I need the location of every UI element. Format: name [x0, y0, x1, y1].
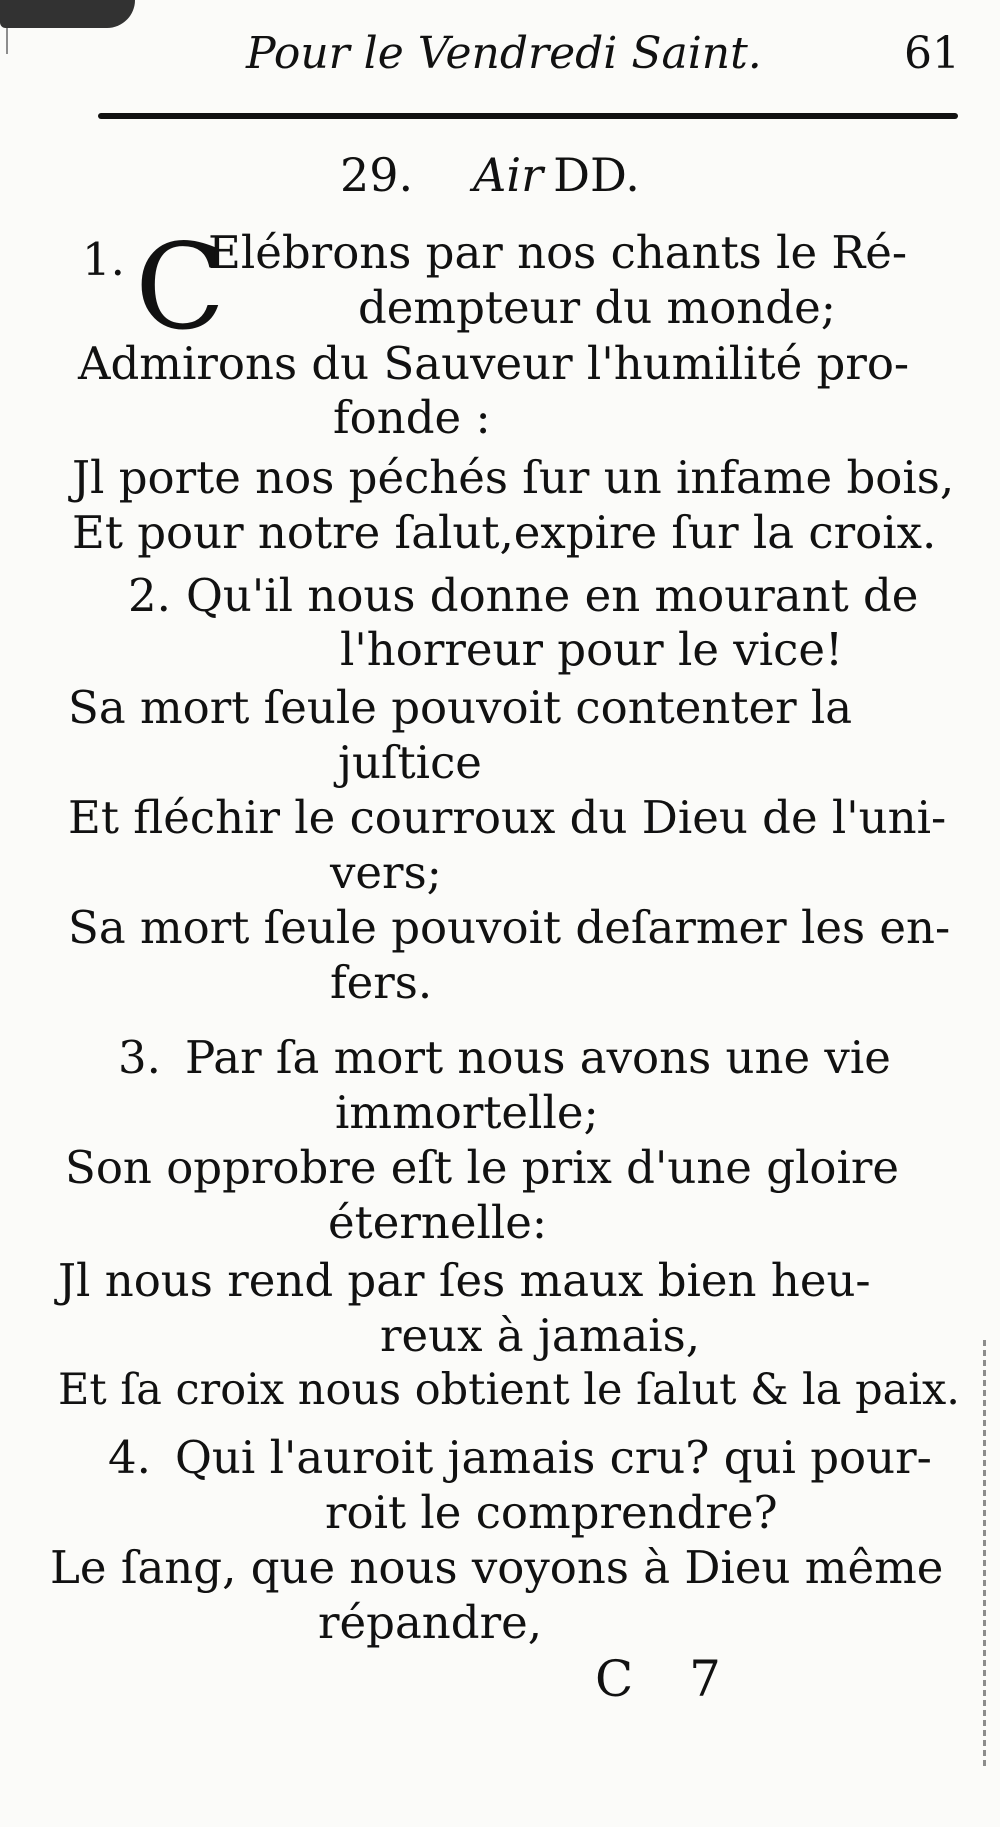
page-edge-shadow [983, 1340, 986, 1770]
air-code: DD. [553, 148, 640, 202]
running-title: Pour le Vendredi Saint. [246, 28, 762, 79]
verse-line: vers; [330, 846, 442, 899]
verse-line: reux à jamais, [380, 1309, 701, 1362]
verse-line: immortelle; [335, 1086, 599, 1139]
verse-line: Elébrons par nos chants le Ré- [208, 226, 908, 279]
verse-line: Qui l'auroit jamais cru? qui pour- [175, 1431, 932, 1484]
verse-line: Et fléchir le courroux du Dieu de l'uni- [68, 791, 947, 844]
verse-line: Admirons du Sauveur l'humilité pro- [78, 337, 910, 390]
verse-line: Le ſang, que nous voyons à Dieu même [50, 1541, 944, 1594]
verse-number: 3. [118, 1031, 161, 1084]
verse-line: fonde : [333, 391, 491, 444]
page-number: 61 [904, 28, 960, 79]
hymn-number: 29. [340, 148, 414, 202]
verse-line: juſtice [338, 736, 482, 789]
verse-number: 2. [128, 569, 171, 622]
verse-line: répandre, [318, 1596, 543, 1649]
verse-line: dempteur du monde; [358, 281, 836, 334]
drop-cap: C [135, 218, 226, 356]
verse-line: Sa mort ſeule pouvoit contenter la [68, 681, 853, 734]
air-label: Air [473, 148, 544, 202]
verse-line: Par ſa mort nous avons une vie [185, 1031, 891, 1084]
verse-line: Jl nous rend par ſes maux bien heu- [58, 1254, 871, 1307]
ink-mark [6, 28, 18, 54]
verse-line: Son opprobre eſt le prix d'une gloire [65, 1141, 900, 1194]
verse-line: Et ſa croix nous obtient le ſalut & la paix. [58, 1365, 960, 1415]
hymn-heading [340, 148, 840, 202]
verse-line: Sa mort ſeule pouvoit deſarmer les en- [68, 901, 951, 954]
ink-blot [0, 0, 135, 28]
header-rule [98, 113, 958, 119]
verse-line: roit le comprendre? [325, 1486, 778, 1539]
verse-line: Jl porte nos péchés ſur un infame bois, [72, 451, 955, 504]
verse-number: 4. [108, 1431, 151, 1484]
running-header [230, 28, 970, 88]
verse-line: Et pour notre ſalut,expire ſur la croix. [72, 506, 937, 559]
verse-line: éternelle: [328, 1196, 548, 1249]
verse-line: l'horreur pour le vice! [340, 623, 844, 676]
verse-line: fers. [330, 956, 433, 1009]
catchword: C 7 [595, 1650, 741, 1708]
verse-line: Qu'il nous donne en mourant de [186, 569, 919, 622]
verse-number: 1. [82, 233, 125, 286]
